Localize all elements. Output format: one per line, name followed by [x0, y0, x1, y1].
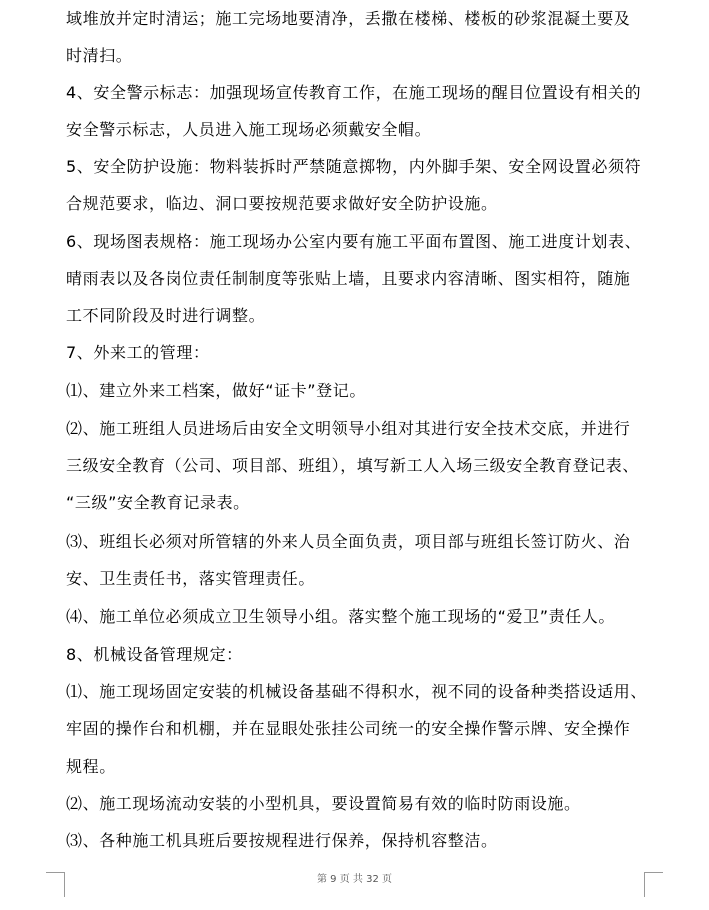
text-line: “三级”安全教育记录表。	[66, 493, 250, 512]
text-line: ⑷、施工单位必须成立卫生领导小组。落实整个施工现场的“爱卫”责任人。	[66, 607, 615, 626]
text-line: 三级安全教育（公司、项目部、班组），填写新工人入场三级安全教育登记表、	[66, 456, 640, 475]
text-line: ⑵、施工班组人员进场后由安全文明领导小组对其进行安全技术交底，并进行	[66, 419, 631, 438]
text-line: 工不同阶段及时进行调整。	[66, 306, 266, 325]
text-line: 晴雨表以及各岗位责任制制度等张贴上墙，且要求内容清晰、图实相符，随施	[66, 269, 631, 288]
text-line: 规程。	[66, 757, 116, 776]
text-line: 牢固的操作台和机棚，并在显眼处张挂公司统一的安全操作警示牌、安全操作	[66, 719, 631, 738]
page-number: 第 9 页 共 32 页	[317, 874, 392, 885]
text-line: 合规范要求，临边、洞口要按规范要求做好安全防护设施。	[66, 194, 498, 213]
text-line: 安全警示标志，人员进入施工现场必须戴安全帽。	[66, 120, 432, 139]
text-line: 7、外来工的管理：	[66, 343, 210, 362]
text-line: 8、机械设备管理规定：	[66, 645, 243, 664]
text-line: 域堆放并定时清运；施工完场地要清净，丢撒在楼梯、楼板的砂浆混凝土要及	[66, 9, 631, 28]
text-line: 4、安全警示标志：加强现场宣传教育工作，在施工现场的醒目位置设有相关的	[66, 83, 642, 102]
text-line: 安、卫生责任书，落实管理责任。	[66, 569, 316, 588]
text-line: ⑴、施工现场固定安装的机械设备基础不得积水，视不同的设备种类搭设适用、	[66, 682, 648, 701]
text-line: ⑴、建立外来工档案，做好“证卡”登记。	[66, 381, 366, 400]
text-line: ⑶、各种施工机具班后要按规程进行保养，保持机容整洁。	[66, 831, 498, 850]
text-line: ⑵、施工现场流动安装的小型机具，要设置简易有效的临时防雨设施。	[66, 794, 581, 813]
text-line: ⑶、班组长必须对所管辖的外来人员全面负责，项目部与班组长签订防火、治	[66, 532, 631, 551]
text-line: 5、安全防护设施：物料装拆时严禁随意掷物，内外脚手架、安全网设置必须符	[66, 157, 642, 176]
text-line: 6、现场图表规格：施工现场办公室内要有施工平面布置图、施工进度计划表、	[66, 232, 642, 251]
text-line: 时清扫。	[66, 46, 133, 65]
